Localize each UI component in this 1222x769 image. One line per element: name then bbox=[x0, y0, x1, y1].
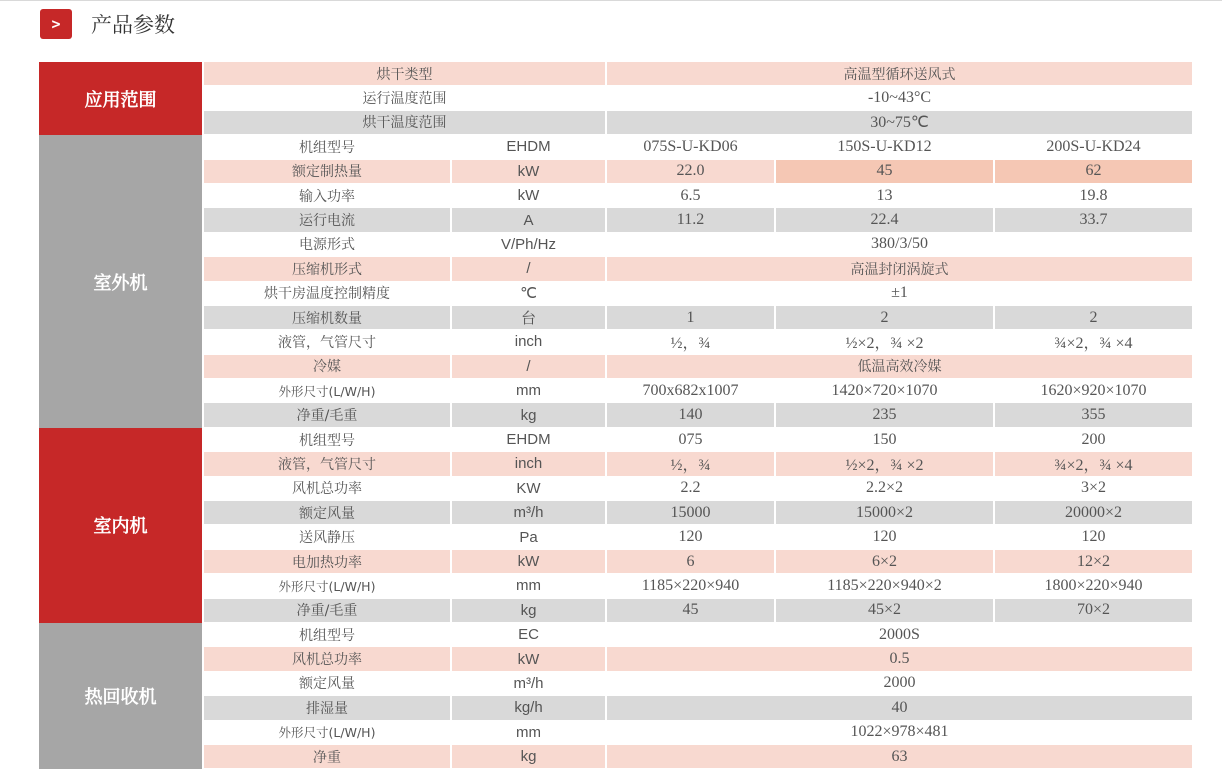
spec-unit: kg bbox=[452, 745, 605, 769]
spec-value: 235 bbox=[776, 403, 993, 427]
spec-value: 1185×220×940 bbox=[607, 574, 774, 598]
spec-unit: kg bbox=[452, 403, 605, 427]
spec-value: 2000 bbox=[607, 672, 1192, 696]
spec-value: 20000×2 bbox=[995, 501, 1192, 525]
spec-unit: / bbox=[452, 355, 605, 379]
spec-label: 运行温度范围 bbox=[204, 86, 605, 110]
spec-unit: kW bbox=[452, 184, 605, 208]
spec-value: 高温型循环送风式 bbox=[607, 62, 1192, 86]
spec-unit: inch bbox=[452, 452, 605, 476]
spec-unit: mm bbox=[452, 721, 605, 745]
section-header bbox=[40, 8, 175, 40]
spec-value: ½×2，¾ ×2 bbox=[776, 452, 993, 476]
spec-label: 机组型号 bbox=[204, 623, 450, 647]
spec-value: 150S-U-KD12 bbox=[776, 135, 993, 159]
spec-unit: m³/h bbox=[452, 672, 605, 696]
spec-value: 2 bbox=[995, 306, 1192, 330]
spec-label: 液管，气管尺寸 bbox=[204, 330, 450, 354]
spec-value: 2 bbox=[776, 306, 993, 330]
spec-unit: mm bbox=[452, 379, 605, 403]
spec-value: 30~75℃ bbox=[607, 111, 1192, 135]
spec-value: 6×2 bbox=[776, 550, 993, 574]
spec-value: 63 bbox=[607, 745, 1192, 769]
spec-value: 1800×220×940 bbox=[995, 574, 1192, 598]
spec-label: 烘干类型 bbox=[204, 62, 605, 86]
spec-label: 输入功率 bbox=[204, 184, 450, 208]
spec-value: 高温封闭涡旋式 bbox=[607, 257, 1192, 281]
spec-value: 1185×220×940×2 bbox=[776, 574, 993, 598]
spec-value: 15000×2 bbox=[776, 501, 993, 525]
spec-label: 额定制热量 bbox=[204, 160, 450, 184]
spec-unit: 台 bbox=[452, 306, 605, 330]
spec-label: 烘干房温度控制精度 bbox=[204, 282, 450, 306]
spec-label: 净重/毛重 bbox=[204, 599, 450, 623]
section-label-indoor: 室内机 bbox=[39, 428, 202, 623]
spec-value: 2.2×2 bbox=[776, 477, 993, 501]
spec-value: 140 bbox=[607, 403, 774, 427]
spec-value: ±1 bbox=[607, 282, 1192, 306]
spec-label: 送风静压 bbox=[204, 525, 450, 549]
spec-value: 150 bbox=[776, 428, 993, 452]
spec-value: 355 bbox=[995, 403, 1192, 427]
spec-label: 压缩机形式 bbox=[204, 257, 450, 281]
spec-value: ½，¾ bbox=[607, 452, 774, 476]
spec-value: 19.8 bbox=[995, 184, 1192, 208]
spec-value: 45 bbox=[607, 599, 774, 623]
spec-value: 700x682x1007 bbox=[607, 379, 774, 403]
spec-label: 烘干温度范围 bbox=[204, 111, 605, 135]
spec-label: 运行电流 bbox=[204, 208, 450, 232]
spec-label: 风机总功率 bbox=[204, 647, 450, 671]
spec-value: 15000 bbox=[607, 501, 774, 525]
spec-value: 45×2 bbox=[776, 599, 993, 623]
spec-unit: ℃ bbox=[452, 282, 605, 306]
spec-label: 外形尺寸(L/W/H) bbox=[204, 379, 450, 403]
spec-unit: KW bbox=[452, 477, 605, 501]
spec-unit: EHDM bbox=[452, 135, 605, 159]
spec-value: -10~43°C bbox=[607, 86, 1192, 110]
chevron-right-icon[interactable]: > bbox=[40, 9, 72, 39]
spec-label: 电加热功率 bbox=[204, 550, 450, 574]
spec-value: 1420×720×1070 bbox=[776, 379, 993, 403]
spec-value: 200S-U-KD24 bbox=[995, 135, 1192, 159]
spec-unit: kW bbox=[452, 647, 605, 671]
spec-value: 62 bbox=[995, 160, 1192, 184]
spec-value: 22.0 bbox=[607, 160, 774, 184]
spec-label: 风机总功率 bbox=[204, 477, 450, 501]
spec-value: 2000S bbox=[607, 623, 1192, 647]
spec-value: 1620×920×1070 bbox=[995, 379, 1192, 403]
spec-value: ¾×2，¾ ×4 bbox=[995, 330, 1192, 354]
spec-value: ½×2，¾ ×2 bbox=[776, 330, 993, 354]
product-spec-table bbox=[41, 62, 1192, 769]
spec-value: 120 bbox=[776, 525, 993, 549]
spec-unit: mm bbox=[452, 574, 605, 598]
spec-label: 冷媒 bbox=[204, 355, 450, 379]
spec-unit: EHDM bbox=[452, 428, 605, 452]
section-label-application: 应用范围 bbox=[39, 62, 202, 135]
spec-label: 额定风量 bbox=[204, 672, 450, 696]
spec-value: 45 bbox=[776, 160, 993, 184]
spec-value: 380/3/50 bbox=[607, 233, 1192, 257]
spec-value: ¾×2，¾ ×4 bbox=[995, 452, 1192, 476]
spec-unit: / bbox=[452, 257, 605, 281]
section-label-heat-recovery: 热回收机 bbox=[39, 623, 202, 769]
spec-value: 70×2 bbox=[995, 599, 1192, 623]
spec-value: 075 bbox=[607, 428, 774, 452]
spec-label: 额定风量 bbox=[204, 501, 450, 525]
spec-value: 11.2 bbox=[607, 208, 774, 232]
section-label-outdoor: 室外机 bbox=[39, 135, 202, 428]
spec-label: 净重/毛重 bbox=[204, 403, 450, 427]
spec-unit: kW bbox=[452, 160, 605, 184]
spec-value: 6 bbox=[607, 550, 774, 574]
spec-unit: EC bbox=[452, 623, 605, 647]
spec-value: 22.4 bbox=[776, 208, 993, 232]
spec-label: 外形尺寸(L/W/H) bbox=[204, 574, 450, 598]
spec-unit: V/Ph/Hz bbox=[452, 233, 605, 257]
spec-value: 6.5 bbox=[607, 184, 774, 208]
spec-value: 120 bbox=[607, 525, 774, 549]
spec-value: 13 bbox=[776, 184, 993, 208]
spec-label: 电源形式 bbox=[204, 233, 450, 257]
top-divider bbox=[0, 0, 1222, 1]
spec-label: 排湿量 bbox=[204, 696, 450, 720]
spec-value: 低温高效冷媒 bbox=[607, 355, 1192, 379]
spec-value: 33.7 bbox=[995, 208, 1192, 232]
spec-value: 3×2 bbox=[995, 477, 1192, 501]
spec-unit: kg bbox=[452, 599, 605, 623]
spec-label: 净重 bbox=[204, 745, 450, 769]
page-title: 产品参数 bbox=[91, 13, 175, 37]
spec-unit: A bbox=[452, 208, 605, 232]
spec-value: 075S-U-KD06 bbox=[607, 135, 774, 159]
spec-label: 机组型号 bbox=[204, 135, 450, 159]
spec-value: 120 bbox=[995, 525, 1192, 549]
spec-value: 12×2 bbox=[995, 550, 1192, 574]
spec-value: 0.5 bbox=[607, 647, 1192, 671]
spec-unit: kW bbox=[452, 550, 605, 574]
spec-value: ½，¾ bbox=[607, 330, 774, 354]
spec-value: 40 bbox=[607, 696, 1192, 720]
spec-label: 压缩机数量 bbox=[204, 306, 450, 330]
spec-value: 1022×978×481 bbox=[607, 721, 1192, 745]
spec-unit: inch bbox=[452, 330, 605, 354]
spec-unit: kg/h bbox=[452, 696, 605, 720]
spec-value: 200 bbox=[995, 428, 1192, 452]
spec-label: 机组型号 bbox=[204, 428, 450, 452]
spec-label: 液管，气管尺寸 bbox=[204, 452, 450, 476]
spec-unit: Pa bbox=[452, 525, 605, 549]
spec-value: 2.2 bbox=[607, 477, 774, 501]
spec-unit: m³/h bbox=[452, 501, 605, 525]
spec-value: 1 bbox=[607, 306, 774, 330]
spec-label: 外形尺寸(L/W/H) bbox=[204, 721, 450, 745]
